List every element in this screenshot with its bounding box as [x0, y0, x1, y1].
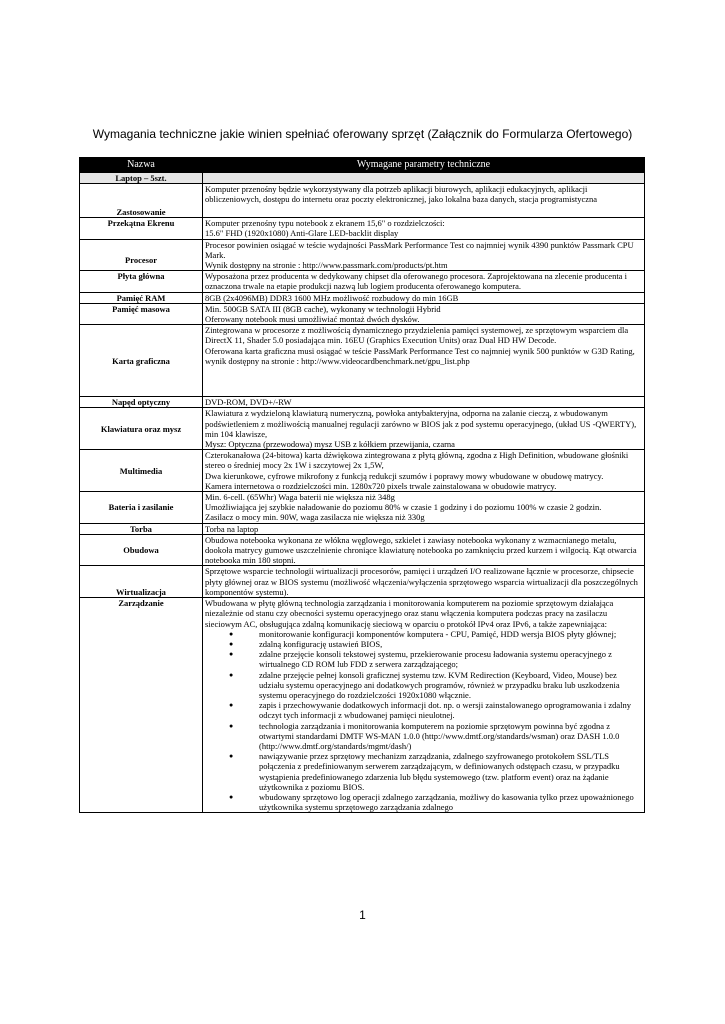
header-name: Nazwa	[80, 158, 203, 173]
list-item: ● zdalne przejęcie pełnej konsoli graficznej systemu tzw. KVM Redirection (Keyboard, Video, Mouse) bez udziału systemu operacyjnego ani dodatkowych programów, również w przypadku braku lub uszkodzenia systemu operacyjnego do rozdzielczości 1920x1080 włącznie.	[259, 670, 642, 701]
row-label: Bateria i zasilanie	[80, 492, 203, 524]
row-text: 8GB (2x4096MB) DDR3 1600 MHz możliwość rozbudowy do min 16GB	[205, 292, 459, 303]
row-label: Zarządzanie	[80, 598, 203, 813]
row-value	[203, 598, 645, 813]
table-row	[80, 218, 645, 239]
row-text: Torba na laptop	[205, 523, 259, 534]
row-value	[203, 397, 645, 408]
row-label: Procesor	[80, 239, 203, 271]
table-row	[80, 408, 645, 450]
row-label: Napęd optyczny	[80, 397, 203, 408]
row-text: Klawiatura z wydzieloną klawiaturą numeryczną, powłoka antybakteryjna, odporna na zalanie cieczą, z wbudowanym podświetleniem z możliwością manualnej regulacji zarówno w BIOS jak z pod systemu operacyjnego, (układ US -QWERTY), min 104 klawisze,	[205, 408, 637, 439]
subheader-row	[80, 173, 645, 184]
row-value	[203, 534, 645, 566]
table-row	[80, 292, 645, 303]
page-number: 1	[359, 908, 366, 922]
table-row	[80, 534, 645, 566]
table-header	[80, 158, 645, 173]
list-item: ● wbudowany sprzętowo log operacji zdalnego zarządzania, możliwy do kasowania tylko przez upoważnionego użytkownika systemu sprzętowego zarządzania zdalnego	[259, 792, 642, 812]
table-row	[80, 239, 645, 271]
document-title: Wymagania techniczne jakie winien spełniać oferowany sprzęt (Załącznik do Formularza Ofertowego)	[92, 127, 633, 141]
row-text: Procesor powinien osiągać w teście wydajności PassMark Performance Test co najmniej wynik 4390 punktów Passmark CPU Mark.	[205, 239, 634, 260]
row-value	[203, 566, 645, 598]
subheader-laptop: Laptop – 5szt.	[80, 173, 203, 184]
management-feature-list	[205, 629, 642, 813]
row-text: Komputer przenośny będzie wykorzystywany dla potrzeb aplikacji biurowych, aplikacji edukacyjnych, aplikacji obliczeniowych, dostępu do internetu oraz poczty elektronicznej, jako lokalna baza danych, stacja programistyczna	[205, 184, 598, 205]
header-parameters: Wymagane parametry techniczne	[203, 158, 645, 173]
row-value	[203, 292, 645, 303]
row-text: Kamera internetowa o rozdzielczości min. 1280x720 pixels trwale zainstalowana w obudowie matrycy.	[205, 480, 557, 491]
row-label: Klawiatura oraz mysz	[80, 408, 203, 450]
table-row	[80, 303, 645, 324]
table-row	[80, 523, 645, 534]
row-text: Min. 500GB SATA III (8GB cache), wykonany w technologii Hybrid	[205, 303, 441, 314]
table-row	[80, 566, 645, 598]
row-text: Wynik dostępny na stronie : http://www.passmark.com/products/pt.htm	[205, 260, 448, 271]
row-text: Oferowana karta graficzna musi osiągać w teście PassMark Performance Test co najmniej wynik 500 punktów w G3D Rating, wynik dostępny na stronie : http://www.videocardbenchmark.net/gpu_list.php	[205, 345, 635, 366]
row-label: Pamięć masowa	[80, 303, 203, 324]
row-value	[203, 271, 645, 292]
list-item: ● monitorowanie konfiguracji komponentów komputera - CPU, Pamięć, HDD wersja BIOS płyty głównej;	[259, 629, 642, 639]
row-value	[203, 492, 645, 524]
row-label: Płyta główna	[80, 271, 203, 292]
requirements-table	[79, 157, 645, 813]
row-text: Sprzętowe wsparcie technologii wirtualizacji procesorów, pamięci i urządzeń I/O realizowane łącznie w procesorze, chipsecie płyty głównej oraz w BIOS systemu (możliwość włączenia/wyłączenia sprzętowego wsparcia wirtualizacji dla poszczególnych komponentów systemu).	[205, 566, 638, 597]
row-text: Wyposażona przez producenta w dedykowany chipset dla oferowanego procesora. Zaprojektowana na zlecenie producenta i oznaczona trwale na etapie produkcji nazwą lub logiem producenta oferowanego komputera.	[205, 271, 627, 292]
row-label: Torba	[80, 523, 203, 534]
row-value	[203, 184, 645, 218]
row-value	[203, 523, 645, 534]
row-value	[203, 218, 645, 239]
row-label: Karta graficzna	[80, 325, 203, 397]
row-text: 15.6" FHD (1920x1080) Anti-Glare LED-backlit display	[205, 228, 399, 239]
row-text: DVD-ROM, DVD+/-RW	[205, 397, 292, 408]
table-row	[80, 184, 645, 218]
row-text: Zintegrowana w procesorze z możliwością dynamicznego przydzielenia pamięci systemowej, ze sprzętowym wsparciem dla DirectX 11, Shader 5.0 posiadająca min. 16EU (Graphics Execution Units) oraz Dual HD HW Decode.	[205, 325, 629, 346]
subheader-empty	[203, 173, 645, 184]
row-text: Oferowany notebook musi umożliwiać montaż dwóch dysków.	[205, 314, 420, 325]
row-text: Obudowa notebooka wykonana ze włókna węglowego, szkielet i zawiasy notebooka wykonany z wzmacnianego metalu, dookoła matrycy gumowe uszczelnienie chroniące klawiaturę notebooka po zamknięciu przed kurzem i wilgocią. Kąt otwarcia notebooka min 180 stopni.	[205, 534, 637, 566]
table-row	[80, 598, 645, 813]
row-value	[203, 450, 645, 492]
table-row	[80, 492, 645, 524]
list-item: ● nawiązywanie przez sprzętowy mechanizm zarządzania, zdalnego szyfrowanego protokołem SSL/TLS połączenia z predefiniowanym serwerem zarządzającym, w definiowanych odstępach czasu, w przypadku wystąpienia predefiniowanego zdarzenia lub błędu systemowego (tzw. platform event) oraz na żądanie użytkownika z poziomu BIOS.	[259, 751, 642, 792]
table-row	[80, 397, 645, 408]
row-text: Czterokanałowa (24-bitowa) karta dźwiękowa zintegrowana z płytą główną, zgodna z High Definition, wbudowane głośniki stereo o średniej mocy 2x 1W i szczytowej 2x 1,5W,	[205, 450, 629, 471]
row-label: Zastosowanie	[80, 184, 203, 218]
list-item: ● zdalną konfigurację ustawień BIOS,	[259, 639, 642, 649]
list-item: ● zdalne przejęcie konsoli tekstowej systemu, przekierowanie procesu ładowania systemu operacyjnego z wirtualnego CD ROM lub FDD z serwera zarządzającego;	[259, 649, 642, 669]
row-text: Mysz: Optyczna (przewodowa) mysz USB z kółkiem przewijania, czarna	[205, 439, 455, 450]
row-label: Przekątna Ekrenu	[80, 218, 203, 239]
row-value	[203, 325, 645, 397]
row-text: Komputer przenośny typu notebook z ekranem 15,6" o rozdzielczości:	[205, 218, 445, 229]
row-text: Zasilacz o mocy min. 90W, waga zasilacza nie większa niż 330g	[205, 512, 425, 523]
table-row	[80, 325, 645, 397]
row-value	[203, 408, 645, 450]
list-item: ● zapis i przechowywanie dodatkowych informacji dot. np. o wersji zainstalowanego oprogramowania i zdalny odczyt tych informacji z wbudowanej pamięci nieulotnej.	[259, 700, 642, 720]
row-text: Dwa kierunkowe, cyfrowe mikrofony z funkcją redukcji szumów i poprawy mowy wbudowane w obudowę matrycy.	[205, 470, 604, 481]
row-value	[203, 239, 645, 271]
row-text: Wbudowana w płytę główną technologia zarządzania i monitorowania komputerem na poziomie sprzętowym działająca niezależnie od stanu czy obecności systemu operacyjnego oraz stanu włączenia komputera podczas pracy na zasilaczu sieciowym AC, obsługująca zdalną komunikację sieciową w oparciu o protokół IPv4 oraz IPv6, a także zapewniająca:	[205, 598, 614, 629]
row-label: Multimedia	[80, 450, 203, 492]
row-text: Min. 6-cell. (65Whr) Waga baterii nie większa niż 348g	[205, 492, 395, 503]
list-item: ● technologia zarządzania i monitorowania komputerem na poziomie sprzętowym powinna być zgodna z otwartymi standardami DMTF WS-MAN 1.0.0 (http://www.dmtf.org/standards/wsman) oraz DASH 1.0.0 (http://www.dmtf.org/standards/mgmt/dash/)	[259, 721, 642, 752]
table-row	[80, 450, 645, 492]
row-label: Wirtualizacja	[80, 566, 203, 598]
row-text: Umożliwiająca jej szybkie naładowanie do poziomu 80% w czasie 1 godziny i do poziomu 100% w czasie 2 godzin.	[205, 502, 602, 513]
table-row	[80, 271, 645, 292]
row-value	[203, 303, 645, 324]
row-label: Obudowa	[80, 534, 203, 566]
row-label: Pamięć RAM	[80, 292, 203, 303]
